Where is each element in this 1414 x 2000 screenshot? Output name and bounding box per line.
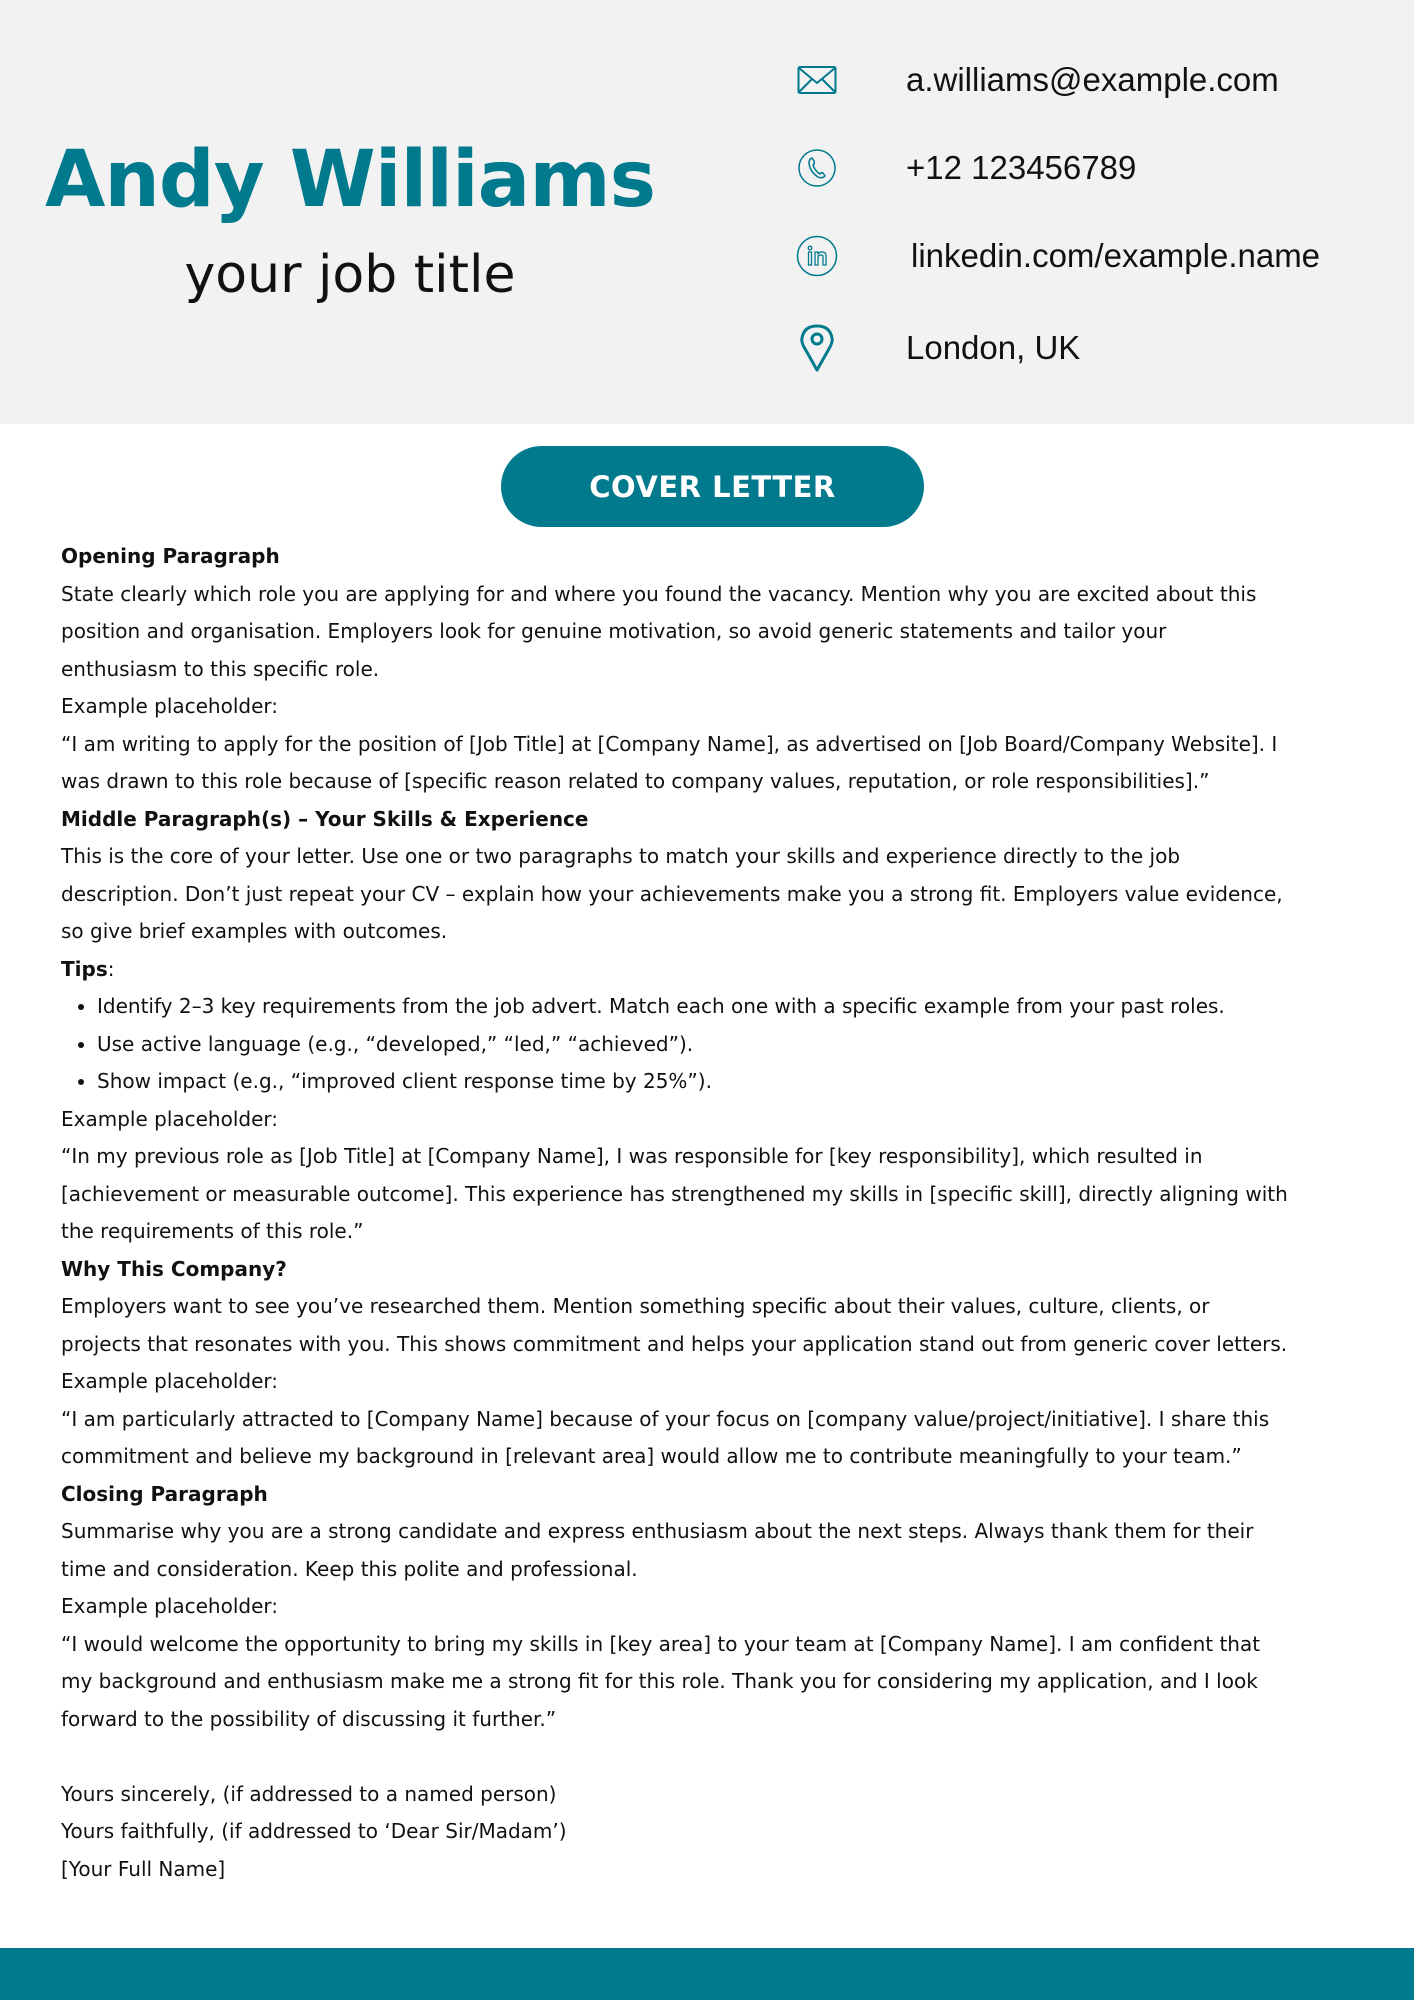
example-label: Example placeholder: bbox=[61, 694, 279, 718]
tips-heading bbox=[61, 951, 1381, 989]
location-pin-icon bbox=[792, 323, 842, 373]
header bbox=[0, 0, 1414, 424]
example-line: commitment and believe my background in [relevant area] would allow me to contribute meaningfully to your team.” bbox=[61, 1444, 1242, 1468]
envelope-icon bbox=[792, 55, 842, 105]
section-heading-closing: Closing Paragraph bbox=[61, 1481, 268, 1506]
phone-icon bbox=[792, 143, 842, 193]
footer-bar bbox=[0, 1948, 1414, 2000]
letter-body bbox=[61, 538, 1381, 1888]
contact-email bbox=[780, 50, 1400, 110]
tip-item: • Identify 2–3 key requirements from the job advert. Match each one with a specific example from your past roles. bbox=[97, 988, 1381, 1026]
example-line: “I would welcome the opportunity to bring my skills in [key area] to your team at [Company Name]. I am confident that bbox=[61, 1631, 1261, 1656]
tip-item: • Use active language (e.g., “developed,” “led,” “achieved”). bbox=[97, 1026, 1381, 1064]
cover-letter-banner: COVER LETTER bbox=[501, 446, 924, 527]
contact-linkedin bbox=[780, 226, 1400, 286]
tips-list bbox=[61, 988, 1381, 1101]
body-line: enthusiasm to this specific role. bbox=[61, 656, 380, 681]
example-line: forward to the possibility of discussing it further.” bbox=[61, 1706, 557, 1731]
contact-location bbox=[780, 318, 1400, 378]
spacer bbox=[61, 1738, 1381, 1776]
linkedin-icon bbox=[792, 231, 842, 281]
body-line: Employers want to see you’ve researched them. Mention something specific about their values, culture, clients, or bbox=[61, 1294, 1210, 1318]
example-line: “I am writing to apply for the position of [Job Title] at [Company Name], as advertised on [Job Board/Company Website]. I bbox=[61, 731, 1278, 756]
body-line: position and organisation. Employers look for genuine motivation, so avoid generic statements and tailor your bbox=[61, 619, 1167, 643]
section-heading-why: Why This Company? bbox=[61, 1256, 287, 1281]
location-text: London, UK bbox=[906, 329, 1081, 366]
body-line: so give brief examples with outcomes. bbox=[61, 919, 448, 943]
job-title: your job title bbox=[184, 245, 516, 305]
body-line: description. Don’t just repeat your CV – explain how your achievements make you a strong fit. Employers value evidence, bbox=[61, 881, 1283, 906]
example-line: the requirements of this role.” bbox=[61, 1219, 364, 1243]
signoff-name: [Your Full Name] bbox=[61, 1856, 226, 1881]
candidate-name: Andy Williams bbox=[44, 135, 656, 225]
signoff-sincerely: Yours sincerely, (if addressed to a named person) bbox=[61, 1781, 557, 1806]
email-text[interactable]: a.williams@example.com bbox=[906, 61, 1279, 98]
example-line: [achievement or measurable outcome]. This experience has strengthened my skills in [specific skill], directly aligning with bbox=[61, 1181, 1288, 1206]
tips-label: Tips bbox=[61, 956, 108, 981]
example-label: Example placeholder: bbox=[61, 1106, 279, 1131]
example-label: Example placeholder: bbox=[61, 1594, 279, 1618]
example-line: my background and enthusiasm make me a strong fit for this role. Thank you for considering my application, and I look bbox=[61, 1669, 1258, 1693]
body-line: This is the core of your letter. Use one or two paragraphs to match your skills and experience directly to the job bbox=[61, 844, 1181, 868]
example-label: Example placeholder: bbox=[61, 1369, 279, 1393]
example-line: “I am particularly attracted to [Company Name] because of your focus on [company value/project/initiative]. I share this bbox=[61, 1406, 1270, 1431]
tip-item: • Show impact (e.g., “improved client response time by 25%”). bbox=[97, 1063, 1381, 1101]
contact-phone bbox=[780, 138, 1400, 198]
section-heading-middle: Middle Paragraph(s) – Your Skills & Experience bbox=[61, 806, 589, 831]
body-line: time and consideration. Keep this polite and professional. bbox=[61, 1556, 638, 1581]
body-line: Summarise why you are a strong candidate and express enthusiasm about the next steps. Always thank them for their bbox=[61, 1519, 1254, 1543]
phone-text[interactable]: +12 123456789 bbox=[906, 149, 1137, 186]
example-line: “In my previous role as [Job Title] at [Company Name], I was responsible for [key responsibility], which resulted in bbox=[61, 1144, 1203, 1168]
tips-colon: : bbox=[107, 956, 115, 981]
example-line: was drawn to this role because of [specific reason related to company values, reputation, or role responsibilities].” bbox=[61, 769, 1210, 793]
signoff-faithfully: Yours faithfully, (if addressed to ‘Dear Sir/Madam’) bbox=[61, 1819, 567, 1843]
body-line: projects that resonates with you. This shows commitment and helps your application stand out from generic cover letters. bbox=[61, 1331, 1288, 1356]
linkedin-text[interactable]: linkedin.com/example.name bbox=[911, 237, 1321, 274]
section-heading-opening: Opening Paragraph bbox=[61, 544, 280, 568]
body-line: State clearly which role you are applying for and where you found the vacancy. Mention why you are excited about this bbox=[61, 581, 1257, 606]
